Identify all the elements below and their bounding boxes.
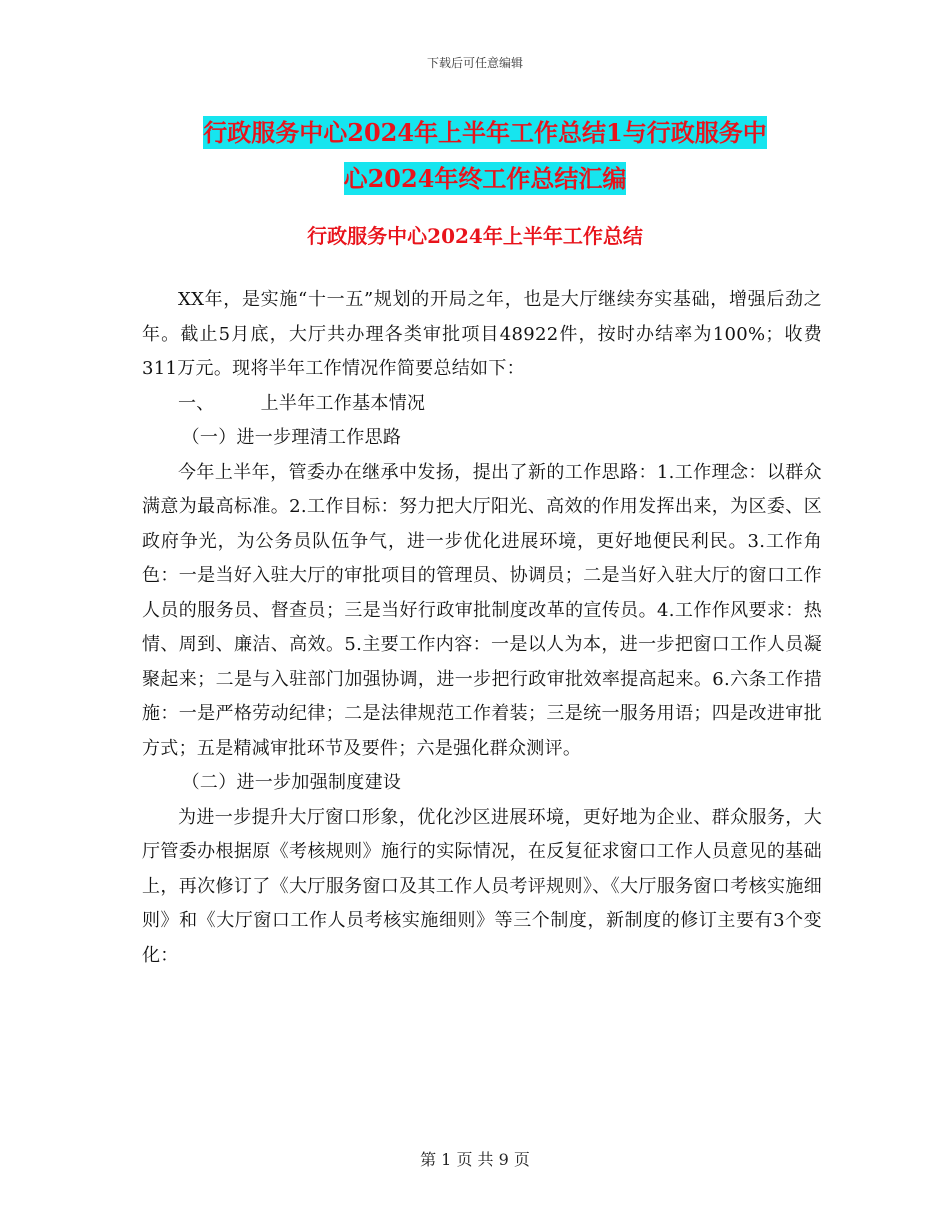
page-footer: 第 1 页 共 9 页 bbox=[420, 1150, 530, 1169]
heading-1-text: 上半年工作基本情况 bbox=[260, 392, 426, 414]
header-note: 下载后可任意编辑 bbox=[426, 56, 523, 70]
main-title-line2: 心2024年终工作总结汇编 bbox=[343, 164, 627, 193]
paragraph-system-building: 为进一步提升大厅窗口形象，优化沙区进展环境，更好地为企业、群众服务，大厅管委办根据原《考核规则》施行的实际情况，在反复征求窗口工作人员意见的基础上，再次修订了《大厅服务窗口及其工作人员考评规则》、《大厅服务窗口考核实施细则》和《大厅窗口工作人员考核实施细则》等三个制度，新制度的修订主要有3个变化： bbox=[142, 806, 822, 966]
heading-1-number: 一、 bbox=[178, 392, 215, 414]
paragraph-intro: XX年，是实施“十一五”规划的开局之年，也是大厅继续夯实基础，增强后劲之年。截止5月底，大厅共办理各类审批项目48922件，按时办结率为100%；收费311万元。现将半年工作情况作简要总结如下： bbox=[142, 289, 822, 379]
subheading-2: （二）进一步加强制度建设 bbox=[181, 772, 402, 793]
body-text bbox=[142, 283, 822, 973]
heading-1 bbox=[142, 387, 822, 422]
subheading-1: （一）进一步理清工作思路 bbox=[181, 427, 402, 448]
main-title-line1: 行政服务中心2024年上半年工作总结1与行政服务中 bbox=[203, 118, 767, 147]
section-title: 行政服务中心2024年上半年工作总结 bbox=[307, 224, 643, 248]
paragraph-work-ideas: 今年上半年，管委办在继承中发扬，提出了新的工作思路：1.工作理念：以群众满意为最高标准。2.工作目标：努力把大厅阳光、高效的作用发挥出来，为区委、区政府争光，为公务员队伍争气，进一步优化进展环境，更好地便民利民。3.工作角色：一是当好入驻大厅的审批项目的管理员、协调员；二是当好入驻大厅的窗口工作人员的服务员、督查员；三是当好行政审批制度改革的宣传员。4.工作作风要求：热情、周到、廉洁、高效。5.主要工作内容：一是以人为本，进一步把窗口工作人员凝聚起来；二是与入驻部门加强协调，进一步把行政审批效率提高起来。6.六条工作措施：一是严格劳动纪律；二是法律规范工作着装；三是统一服务用语；四是改进审批方式；五是精减审批环节及要件；六是强化群众测评。 bbox=[142, 461, 822, 759]
main-title bbox=[140, 110, 830, 202]
